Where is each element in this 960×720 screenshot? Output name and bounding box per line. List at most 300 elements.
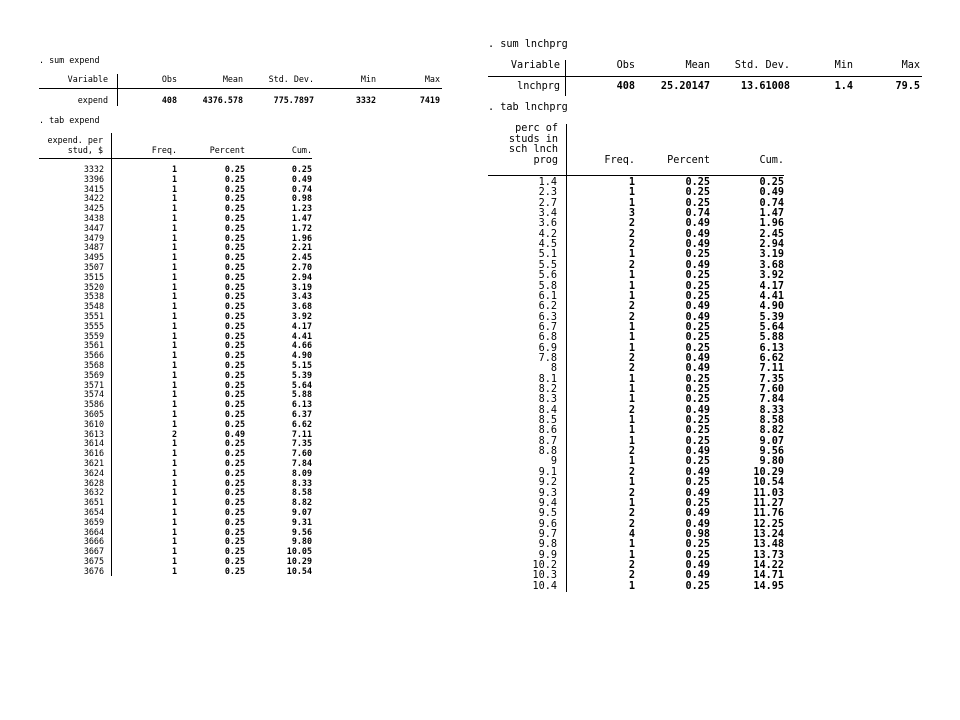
tab-row-5-col-3: 1.47	[291, 213, 312, 223]
tab-row-24-col-3: 8.82	[759, 425, 784, 437]
tab-row-22-col-0: 8.4	[538, 404, 557, 416]
sum-header-1: Obs	[161, 74, 177, 84]
tab-row-40-col-0: 3675	[83, 556, 104, 566]
tab-row-0-col-3: 0.25	[291, 164, 312, 174]
tab-row-0-col-2: 0.25	[685, 177, 710, 188]
tab-row-32-col-3: 8.33	[291, 477, 312, 488]
tab-row-1-col-3: 0.49	[759, 187, 784, 199]
sum-command: . sum expend	[39, 55, 100, 65]
tab-row-11-col-1: 1	[171, 271, 177, 282]
sum-header-rule	[39, 88, 442, 89]
tab-row-13-col-3: 3.43	[291, 291, 312, 302]
tab-row-28-col-2: 0.49	[685, 466, 710, 478]
tab-row-20-col-3: 7.60	[759, 384, 784, 395]
tab-row-39-col-0: 3667	[83, 546, 104, 557]
tab-row-2-col-0: 2.7	[538, 197, 557, 209]
tab-row-35-col-3: 13.48	[753, 539, 784, 551]
tab-row-14-col-0: 3548	[83, 301, 104, 312]
tab-row-21-col-3: 7.84	[759, 394, 784, 406]
tab-row-4-col-3: 1.23	[291, 203, 312, 214]
tab-row-3-col-2: 0.25	[224, 193, 245, 204]
tab-row-24-col-0: 3586	[83, 399, 104, 410]
tab-row-6-col-3: 2.94	[759, 239, 784, 251]
tab-row-16-col-3: 6.13	[759, 342, 784, 354]
tab-row-36-col-2: 0.25	[224, 516, 245, 527]
tab-row-19-col-2: 0.25	[685, 373, 710, 385]
tab-row-2-col-1: 1	[628, 197, 635, 209]
tab-row-29-col-1: 1	[628, 477, 635, 489]
tab-row-3-col-3: 0.98	[291, 193, 312, 204]
tab-row-25-col-3: 6.37	[291, 409, 312, 419]
tab-row-19-col-3: 4.90	[291, 350, 312, 361]
tab-row-23-col-3: 5.88	[291, 389, 312, 400]
tab-row-0-col-2: 0.25	[224, 164, 245, 174]
tab-header-1: Percent	[209, 145, 245, 155]
tab-row-32-col-1: 1	[171, 477, 177, 488]
tab-var-label-1: studs in	[508, 133, 558, 145]
tab-row-39-col-2: 0.25	[685, 580, 710, 592]
sum-header-0: Variable	[67, 74, 108, 84]
tab-header-1: Percent	[667, 154, 710, 166]
tab-row-18-col-1: 1	[171, 340, 177, 351]
tab-row-10-col-2: 0.25	[224, 262, 245, 272]
tab-row-25-col-1: 1	[628, 435, 635, 447]
tab-row-25-col-1: 1	[171, 409, 177, 419]
tab-row-18-col-2: 0.49	[685, 363, 710, 375]
tab-row-18-col-0: 3561	[83, 340, 104, 351]
tab-row-1-col-2: 0.25	[685, 187, 710, 199]
tab-row-35-col-3: 9.07	[291, 507, 312, 517]
tab-row-14-col-1: 1	[171, 301, 177, 312]
tab-row-20-col-2: 0.25	[685, 384, 710, 395]
tab-row-36-col-0: 3659	[83, 516, 104, 527]
tab-row-26-col-3: 6.62	[291, 418, 312, 429]
tab-row-7-col-2: 0.25	[685, 249, 710, 261]
tab-row-17-col-0: 3559	[83, 330, 104, 341]
tab-row-10-col-3: 4.17	[759, 280, 784, 292]
sum-header-1: Obs	[616, 60, 635, 71]
tab-header-0: Freq.	[151, 145, 177, 155]
tab-row-3-col-3: 1.47	[759, 208, 784, 220]
sum-value-4: 3332	[355, 95, 376, 105]
sum-value-3: 775.7897	[273, 95, 314, 105]
sum-header-2: Mean	[685, 60, 710, 71]
tab-row-3-col-0: 3.4	[538, 208, 557, 220]
tab-row-10-col-2: 0.25	[685, 280, 710, 292]
tab-header-2: Cum.	[759, 154, 784, 166]
tab-row-36-col-1: 1	[171, 516, 177, 527]
tab-row-28-col-0: 3614	[83, 438, 104, 449]
tab-row-2-col-3: 0.74	[291, 183, 312, 194]
tab-row-33-col-2: 0.25	[224, 487, 245, 498]
tab-row-1-col-0: 2.3	[538, 187, 557, 199]
tab-row-15-col-0: 6.8	[538, 332, 557, 344]
tab-row-35-col-0: 3654	[83, 507, 104, 517]
tab-row-31-col-1: 1	[628, 497, 635, 509]
tab-row-7-col-0: 3479	[83, 232, 104, 243]
tab-row-7-col-1: 1	[171, 232, 177, 243]
tab-row-29-col-1: 1	[171, 448, 177, 459]
tab-row-8-col-0: 5.5	[538, 259, 557, 271]
tab-row-41-col-2: 0.25	[224, 565, 245, 576]
tab-row-7-col-1: 1	[628, 249, 635, 261]
tab-row-34-col-2: 0.98	[685, 528, 710, 540]
tab-row-12-col-2: 0.49	[685, 301, 710, 313]
tab-row-4-col-1: 2	[628, 218, 635, 230]
left-output-panel	[0, 0, 460, 720]
tab-row-0-col-1: 1	[628, 177, 635, 188]
tab-row-20-col-0: 8.2	[538, 384, 557, 395]
tab-row-15-col-1: 1	[628, 332, 635, 344]
tab-row-17-col-1: 1	[171, 330, 177, 341]
tab-row-16-col-0: 6.9	[538, 342, 557, 354]
tab-row-39-col-2: 0.25	[224, 546, 245, 557]
tab-row-31-col-2: 0.25	[685, 497, 710, 509]
tab-row-11-col-1: 1	[628, 290, 635, 302]
tab-row-12-col-3: 4.90	[759, 301, 784, 313]
tab-row-35-col-1: 1	[628, 539, 635, 551]
tab-row-17-col-2: 0.25	[224, 330, 245, 341]
tab-row-30-col-3: 11.03	[753, 487, 784, 499]
tab-row-24-col-2: 0.25	[224, 399, 245, 410]
tab-row-13-col-2: 0.25	[224, 291, 245, 302]
tab-row-22-col-3: 8.33	[759, 404, 784, 416]
tab-row-11-col-0: 3515	[83, 271, 104, 282]
tab-command: . tab expend	[39, 115, 100, 125]
tab-row-7-col-2: 0.25	[224, 232, 245, 243]
tab-row-27-col-1: 1	[628, 456, 635, 468]
sum-header-4: Min	[360, 74, 376, 84]
tab-row-6-col-2: 0.49	[685, 239, 710, 251]
tab-row-30-col-0: 3621	[83, 458, 104, 468]
tab-row-12-col-0: 6.2	[538, 301, 557, 313]
tab-row-13-col-1: 1	[171, 291, 177, 302]
sum-command: . sum lnchprg	[488, 39, 568, 50]
tab-row-21-col-0: 8.3	[538, 394, 557, 406]
tab-row-25-col-2: 0.25	[224, 409, 245, 419]
tab-row-23-col-0: 3574	[83, 389, 104, 400]
tab-row-15-col-0: 3551	[83, 311, 104, 321]
tab-row-16-col-2: 0.25	[685, 342, 710, 354]
tab-row-3-col-1: 3	[628, 208, 635, 220]
tab-row-0-col-0: 3332	[83, 164, 104, 174]
tab-row-35-col-0: 9.8	[538, 539, 557, 551]
tab-row-1-col-1: 1	[171, 173, 177, 184]
tab-row-5-col-1: 1	[171, 213, 177, 223]
tab-row-30-col-0: 9.3	[538, 487, 557, 499]
tab-row-25-col-0: 3605	[83, 409, 104, 419]
tab-row-32-col-0: 9.5	[538, 508, 557, 520]
tab-row-27-col-2: 0.49	[224, 428, 245, 439]
tab-row-6-col-1: 1	[171, 222, 177, 233]
tab-var-label-3: prog	[533, 154, 558, 166]
tab-row-24-col-3: 6.13	[291, 399, 312, 410]
tab-row-31-col-1: 1	[171, 467, 177, 478]
tab-row-35-col-2: 0.25	[685, 539, 710, 551]
tab-row-10-col-0: 3507	[83, 262, 104, 272]
tab-row-29-col-2: 0.25	[685, 477, 710, 489]
tab-row-29-col-0: 9.2	[538, 477, 557, 489]
tab-row-28-col-0: 9.1	[538, 466, 557, 478]
tab-row-31-col-3: 11.27	[753, 497, 784, 509]
tab-row-2-col-2: 0.25	[224, 183, 245, 194]
tab-row-32-col-0: 3628	[83, 477, 104, 488]
tab-row-14-col-2: 0.25	[224, 301, 245, 312]
tab-row-4-col-1: 1	[171, 203, 177, 214]
tab-row-9-col-0: 3495	[83, 252, 104, 263]
sum-value-1: 408	[161, 95, 177, 105]
tab-row-4-col-0: 3.6	[538, 218, 557, 230]
tab-row-9-col-3: 3.92	[759, 270, 784, 282]
tab-row-17-col-3: 6.62	[759, 352, 784, 364]
tab-var-label-0: perc of	[515, 123, 558, 134]
tab-row-0-col-0: 1.4	[538, 177, 557, 188]
tab-row-14-col-1: 1	[628, 321, 635, 333]
tab-row-18-col-0: 8	[550, 363, 557, 375]
tab-row-40-col-1: 1	[171, 556, 177, 566]
tab-row-35-col-1: 1	[171, 507, 177, 517]
tab-row-36-col-2: 0.25	[685, 549, 710, 561]
tab-row-29-col-2: 0.25	[224, 448, 245, 459]
sum-value-3: 13.61008	[740, 81, 790, 92]
tab-row-8-col-2: 0.49	[685, 259, 710, 271]
sum-value-5: 79.5	[895, 81, 920, 92]
tab-row-18-col-1: 2	[628, 363, 635, 375]
tab-row-12-col-1: 1	[171, 281, 177, 292]
sum-value-0: expend	[77, 95, 108, 105]
tab-row-38-col-2: 0.25	[224, 536, 245, 547]
tab-row-14-col-2: 0.25	[685, 321, 710, 333]
tab-row-28-col-1: 1	[171, 438, 177, 449]
tab-row-21-col-1: 1	[171, 369, 177, 380]
tab-row-29-col-3: 7.60	[291, 448, 312, 459]
tab-row-34-col-0: 3651	[83, 497, 104, 508]
tab-row-25-col-0: 8.7	[538, 435, 557, 447]
tab-row-20-col-2: 0.25	[224, 360, 245, 370]
tab-row-8-col-0: 3487	[83, 242, 104, 253]
tab-row-6-col-0: 4.5	[538, 239, 557, 251]
tab-row-24-col-0: 8.6	[538, 425, 557, 437]
tab-row-20-col-0: 3568	[83, 360, 104, 370]
tab-row-9-col-2: 0.25	[224, 252, 245, 263]
tab-row-16-col-3: 4.17	[291, 320, 312, 331]
tab-row-6-col-1: 2	[628, 239, 635, 251]
tab-row-8-col-3: 3.68	[759, 259, 784, 271]
tab-row-38-col-0: 10.3	[532, 570, 557, 582]
sum-value-5: 7419	[419, 95, 440, 105]
tab-row-41-col-3: 10.54	[286, 565, 312, 576]
sum-header-5: Max	[901, 60, 920, 71]
tab-row-21-col-1: 1	[628, 394, 635, 406]
tab-row-30-col-2: 0.25	[224, 458, 245, 468]
tab-row-2-col-0: 3415	[83, 183, 104, 194]
tab-row-7-col-3: 3.19	[759, 249, 784, 261]
tab-var-label-1: stud, $	[67, 145, 103, 155]
tab-row-18-col-3: 7.11	[759, 363, 784, 375]
tab-row-37-col-2: 0.25	[224, 526, 245, 537]
tab-row-2-col-1: 1	[171, 183, 177, 194]
tab-row-18-col-3: 4.66	[291, 340, 312, 351]
tab-row-31-col-2: 0.25	[224, 467, 245, 478]
tab-row-26-col-1: 1	[171, 418, 177, 429]
tab-row-27-col-0: 3613	[83, 428, 104, 439]
tab-row-11-col-0: 6.1	[538, 290, 557, 302]
tab-row-37-col-3: 14.22	[753, 559, 784, 571]
tab-row-13-col-1: 2	[628, 311, 635, 323]
tab-row-10-col-0: 5.8	[538, 280, 557, 292]
tab-row-39-col-1: 1	[171, 546, 177, 557]
tab-row-2-col-2: 0.25	[685, 197, 710, 209]
tab-row-39-col-1: 1	[628, 580, 635, 592]
tab-row-33-col-0: 9.6	[538, 518, 557, 530]
tab-row-9-col-1: 1	[628, 270, 635, 282]
tab-row-32-col-2: 0.25	[224, 477, 245, 488]
tab-row-21-col-3: 5.39	[291, 369, 312, 380]
tab-row-19-col-1: 1	[171, 350, 177, 361]
tab-row-39-col-3: 14.95	[753, 580, 784, 592]
tab-row-40-col-2: 0.25	[224, 556, 245, 566]
tab-row-41-col-0: 3676	[83, 565, 104, 576]
tab-row-37-col-1: 1	[171, 526, 177, 537]
tab-row-27-col-2: 0.25	[685, 456, 710, 468]
tab-row-32-col-2: 0.49	[685, 508, 710, 520]
tab-row-31-col-3: 8.09	[291, 467, 312, 478]
tab-row-5-col-2: 0.25	[224, 213, 245, 223]
tab-row-4-col-2: 0.49	[685, 218, 710, 230]
tab-row-15-col-2: 0.25	[224, 311, 245, 321]
tab-row-31-col-0: 3624	[83, 467, 104, 478]
sum-header-4: Min	[834, 60, 853, 71]
tab-row-13-col-0: 3538	[83, 291, 104, 302]
tab-row-34-col-2: 0.25	[224, 497, 245, 508]
tab-row-3-col-1: 1	[171, 193, 177, 204]
sum-header-rule	[488, 76, 922, 77]
tab-row-24-col-1: 1	[628, 425, 635, 437]
tab-row-39-col-3: 10.05	[286, 546, 312, 557]
tab-row-15-col-3: 5.88	[759, 332, 784, 344]
tab-row-4-col-3: 1.96	[759, 218, 784, 230]
tab-row-11-col-2: 0.25	[685, 290, 710, 302]
tab-row-19-col-1: 1	[628, 373, 635, 385]
tab-row-35-col-2: 0.25	[224, 507, 245, 517]
tab-row-22-col-0: 3571	[83, 379, 104, 390]
tab-row-11-col-3: 2.94	[291, 271, 312, 282]
tab-row-14-col-3: 3.68	[291, 301, 312, 312]
tab-row-23-col-1: 1	[628, 415, 635, 427]
tab-row-28-col-1: 2	[628, 466, 635, 478]
tab-row-24-col-2: 0.25	[685, 425, 710, 437]
tab-row-9-col-1: 1	[171, 252, 177, 263]
tab-row-12-col-2: 0.25	[224, 281, 245, 292]
tab-row-30-col-2: 0.49	[685, 487, 710, 499]
tab-row-11-col-3: 4.41	[759, 290, 784, 302]
tab-row-5-col-0: 4.2	[538, 228, 557, 240]
tab-row-12-col-0: 3520	[83, 281, 104, 292]
tab-row-37-col-1: 2	[628, 559, 635, 571]
tab-row-29-col-0: 3616	[83, 448, 104, 459]
tab-row-1-col-3: 0.49	[291, 173, 312, 184]
tab-row-20-col-1: 1	[171, 360, 177, 370]
tab-row-40-col-3: 10.29	[286, 556, 312, 566]
tab-row-19-col-3: 7.35	[759, 373, 784, 385]
tab-row-9-col-2: 0.25	[685, 270, 710, 282]
tab-row-30-col-1: 1	[171, 458, 177, 468]
tab-row-38-col-1: 2	[628, 570, 635, 582]
tab-row-8-col-1: 1	[171, 242, 177, 253]
tab-row-19-col-0: 8.1	[538, 373, 557, 385]
tab-row-16-col-1: 1	[628, 342, 635, 354]
tab-row-34-col-3: 8.82	[291, 497, 312, 508]
tab-command: . tab lnchprg	[488, 102, 568, 113]
tab-row-17-col-3: 4.41	[291, 330, 312, 341]
tab-header-0: Freq.	[604, 154, 635, 166]
tab-row-37-col-0: 3664	[83, 526, 104, 537]
tab-row-8-col-3: 2.21	[291, 242, 312, 253]
tab-row-8-col-2: 0.25	[224, 242, 245, 253]
tab-row-6-col-2: 0.25	[224, 222, 245, 233]
tab-row-26-col-2: 0.25	[224, 418, 245, 429]
tab-row-27-col-1: 2	[171, 428, 177, 439]
tab-row-26-col-3: 9.56	[759, 446, 784, 458]
tab-row-17-col-2: 0.49	[685, 352, 710, 364]
tab-row-38-col-0: 3666	[83, 536, 104, 547]
tab-row-34-col-0: 9.7	[538, 528, 557, 540]
tab-row-6-col-0: 3447	[83, 222, 104, 233]
tab-row-34-col-1: 1	[171, 497, 177, 508]
tab-var-label-0: expend. per	[47, 135, 103, 145]
tab-row-0-col-3: 0.25	[759, 177, 784, 188]
tab-row-33-col-2: 0.49	[685, 518, 710, 530]
tab-row-19-col-0: 3566	[83, 350, 104, 361]
tab-row-22-col-1: 2	[628, 404, 635, 416]
sum-header-2: Mean	[222, 74, 243, 84]
tab-row-33-col-3: 8.58	[291, 487, 312, 498]
tab-row-1-col-1: 1	[628, 187, 635, 199]
tab-row-14-col-0: 6.7	[538, 321, 557, 333]
tab-row-15-col-3: 3.92	[291, 311, 312, 321]
tab-row-30-col-3: 7.84	[291, 458, 312, 468]
tab-row-34-col-3: 13.24	[753, 528, 784, 540]
sum-header-0: Variable	[510, 60, 560, 71]
tab-row-20-col-3: 5.15	[291, 360, 312, 370]
tab-row-10-col-3: 2.70	[291, 262, 312, 272]
tab-row-26-col-0: 8.8	[538, 446, 557, 458]
tab-row-22-col-2: 0.25	[224, 379, 245, 390]
tab-row-38-col-2: 0.49	[685, 570, 710, 582]
tab-row-27-col-3: 7.11	[291, 428, 312, 439]
tab-row-23-col-3: 8.58	[759, 415, 784, 427]
tab-row-33-col-1: 2	[628, 518, 635, 530]
sum-value-2: 25.20147	[660, 81, 710, 92]
sum-header-3: Std. Dev.	[734, 60, 790, 71]
tab-row-23-col-1: 1	[171, 389, 177, 400]
tab-row-38-col-1: 1	[171, 536, 177, 547]
tab-row-39-col-0: 10.4	[532, 580, 557, 592]
tab-row-37-col-3: 9.56	[291, 526, 312, 537]
tab-row-17-col-1: 2	[628, 352, 635, 364]
tab-row-27-col-0: 9	[550, 456, 557, 468]
tab-row-5-col-2: 0.49	[685, 228, 710, 240]
tab-row-13-col-0: 6.3	[538, 311, 557, 323]
tab-row-33-col-3: 12.25	[753, 518, 784, 530]
tab-row-22-col-1: 1	[171, 379, 177, 390]
tab-row-20-col-1: 1	[628, 384, 635, 395]
tab-row-38-col-3: 9.80	[291, 536, 312, 547]
tab-row-1-col-0: 3396	[83, 173, 104, 184]
right-output-panel	[460, 0, 960, 720]
tab-row-19-col-2: 0.25	[224, 350, 245, 361]
tab-row-24-col-1: 1	[171, 399, 177, 410]
